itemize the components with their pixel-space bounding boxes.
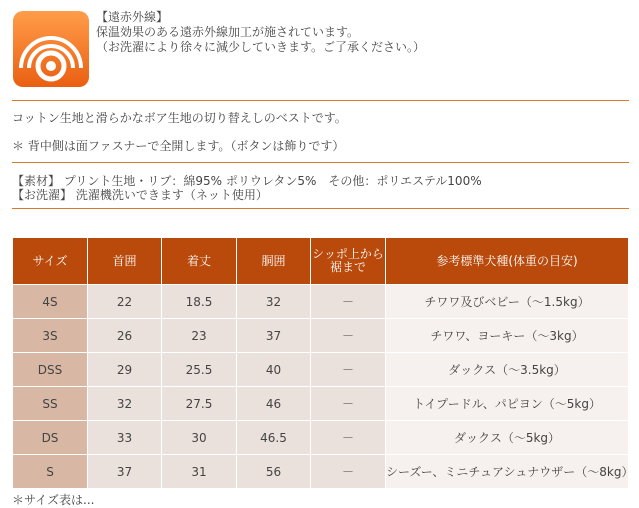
far-infrared-heading: 【遠赤外線】 — [96, 10, 169, 24]
cell-chest: 37 — [237, 319, 311, 353]
cell-size: DS — [13, 421, 88, 455]
cell-breed: ダックス（～5kg） — [386, 421, 629, 455]
divider-bottom — [12, 208, 629, 209]
table-row — [13, 387, 629, 421]
table-row — [13, 285, 629, 319]
divider-top — [12, 100, 629, 101]
cell-length: 27.5 — [162, 387, 237, 421]
header-breed: 参考標準犬種(体重の目安) — [386, 238, 629, 285]
cell-neck: 32 — [88, 387, 162, 421]
header-size: サイズ — [13, 238, 88, 285]
size-table-footnote: ＊サイズ表は... — [12, 493, 95, 507]
cell-chest: 56 — [237, 455, 311, 489]
cell-breed: チワワ、ヨーキー（～3kg） — [386, 319, 629, 353]
header-chest: 胴囲 — [237, 238, 311, 285]
cell-length: 18.5 — [162, 285, 237, 319]
cell-tail: － — [311, 319, 386, 353]
header-tail — [311, 238, 386, 285]
header-tail-line2: 裾まで — [329, 260, 366, 274]
cell-tail: － — [311, 455, 386, 489]
cell-chest: 40 — [237, 353, 311, 387]
cell-chest: 46 — [237, 387, 311, 421]
cell-breed: シーズー、ミニチュアシュナウザー（～8kg） — [386, 455, 629, 489]
table-row — [13, 353, 629, 387]
divider-middle — [12, 162, 629, 163]
cell-tail: － — [311, 353, 386, 387]
cell-length: 25.5 — [162, 353, 237, 387]
cell-neck: 26 — [88, 319, 162, 353]
cell-neck: 33 — [88, 421, 162, 455]
cell-size: S — [13, 455, 88, 489]
far-infrared-line1: 保温効果のある遠赤外線加工が施されています。 — [96, 25, 360, 39]
table-row — [13, 455, 629, 489]
cell-size: DSS — [13, 353, 88, 387]
material-info: 【素材】 プリント生地・リブ：綿95% ポリウレタン5% その他：ポリエステル100% — [12, 174, 482, 188]
far-infrared-section — [12, 10, 629, 92]
cell-tail: － — [311, 285, 386, 319]
far-infrared-icon — [12, 10, 90, 88]
cell-chest: 46.5 — [237, 421, 311, 455]
size-table-header — [13, 238, 629, 285]
cell-breed: トイプードル、パピヨン（～5kg） — [386, 387, 629, 421]
cell-length: 23 — [162, 319, 237, 353]
cell-neck: 29 — [88, 353, 162, 387]
cell-size: 3S — [13, 319, 88, 353]
fastener-note: ＊ 背中側は面ファスナーで全開します。（ボタンは飾りです） — [12, 139, 345, 153]
table-row — [13, 421, 629, 455]
far-infrared-text — [96, 10, 425, 55]
header-tail-line1: シッポ上から — [312, 247, 384, 261]
wash-info: 【お洗濯】 洗濯機洗いできます（ネット使用） — [12, 188, 268, 202]
cell-breed: ダックス（～3.5kg） — [386, 353, 629, 387]
product-description: コットン生地と滑らかなボア生地の切り替えしのベストです。 — [12, 111, 347, 125]
cell-size: 4S — [13, 285, 88, 319]
cell-chest: 32 — [237, 285, 311, 319]
cell-neck: 22 — [88, 285, 162, 319]
far-infrared-line2: （お洗濯により徐々に減少していきます。ご了承ください。） — [96, 40, 426, 54]
cell-length: 31 — [162, 455, 237, 489]
cell-size: SS — [13, 387, 88, 421]
cell-neck: 37 — [88, 455, 162, 489]
cell-length: 30 — [162, 421, 237, 455]
header-length: 着丈 — [162, 238, 237, 285]
table-row — [13, 319, 629, 353]
cell-tail: － — [311, 387, 386, 421]
cell-tail: － — [311, 421, 386, 455]
cell-breed: チワワ及びベビー（～1.5kg） — [386, 285, 629, 319]
size-table — [12, 237, 634, 489]
header-neck: 首囲 — [88, 238, 162, 285]
